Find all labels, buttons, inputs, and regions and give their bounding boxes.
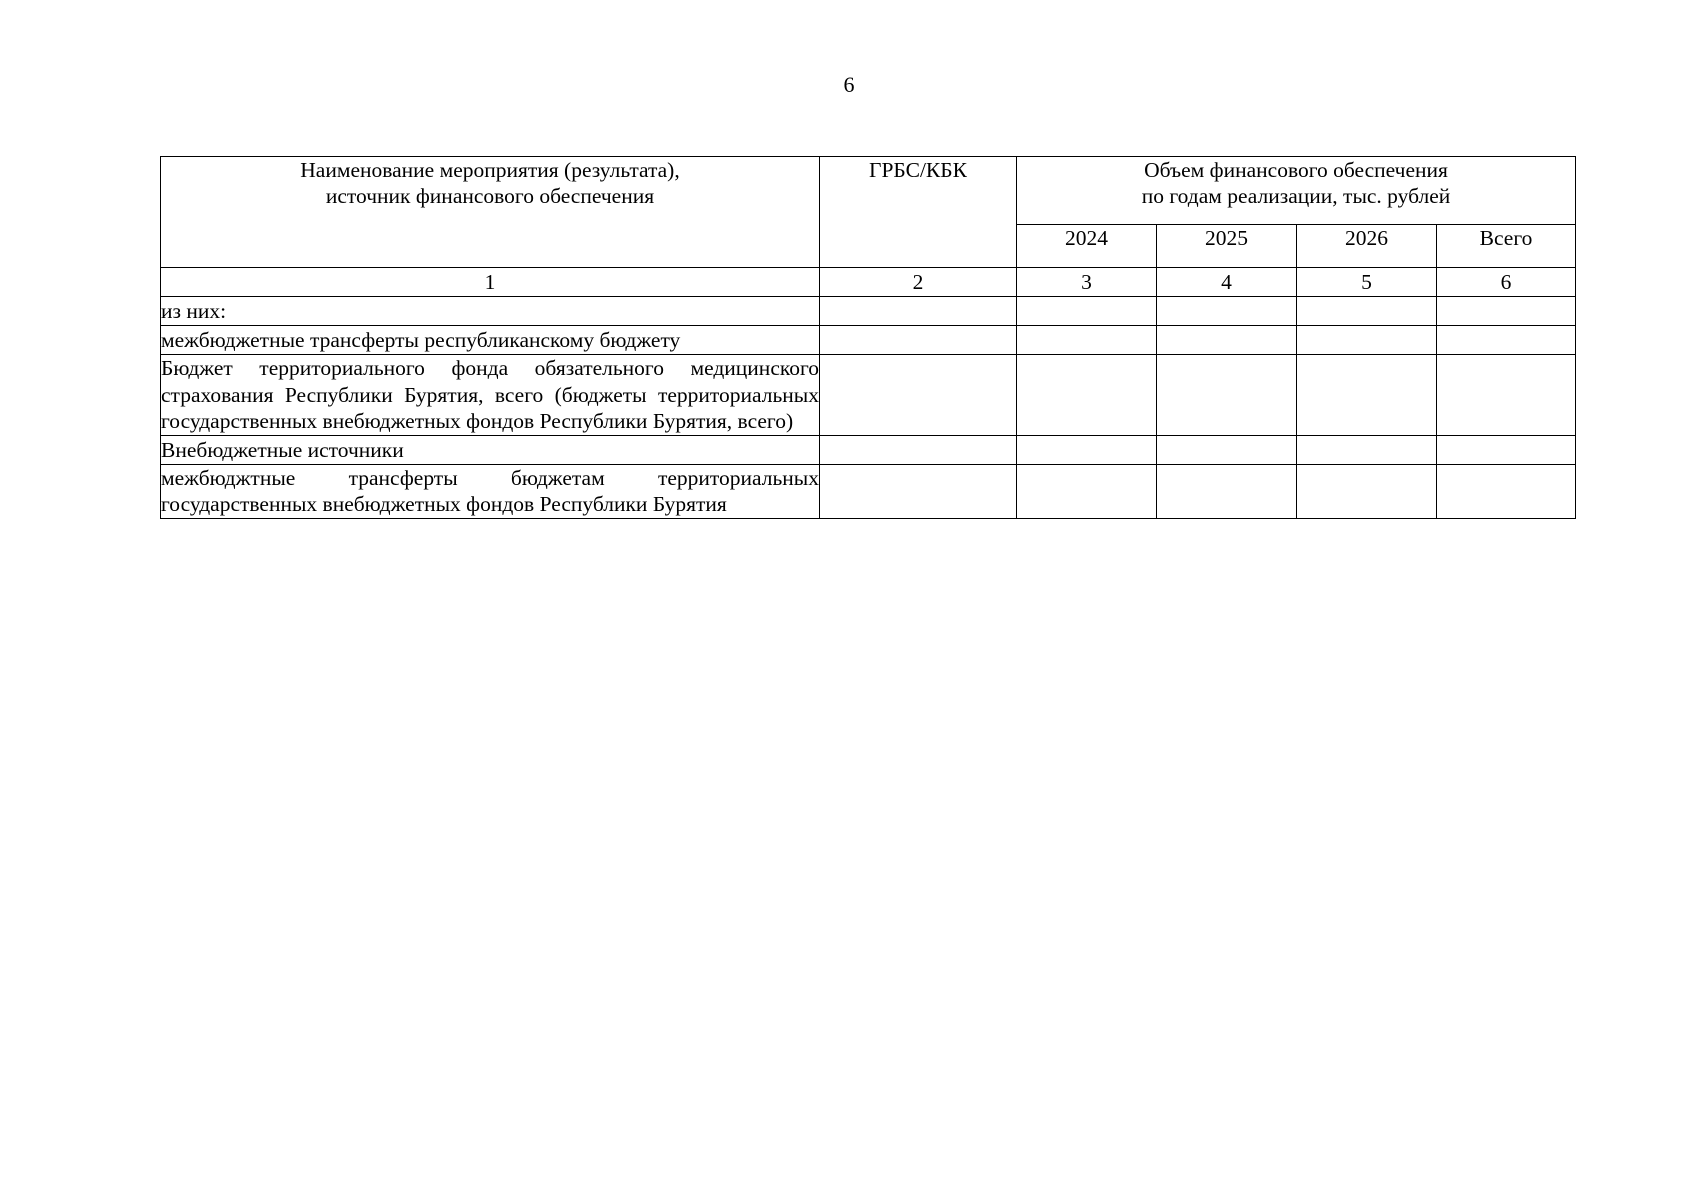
- column-number: 4: [1157, 268, 1297, 297]
- table-cell: [1157, 435, 1297, 464]
- table-row: [161, 355, 1576, 436]
- table-cell: [1017, 297, 1157, 326]
- header-year-2024: 2024: [1017, 225, 1157, 268]
- table-cell: [1437, 297, 1576, 326]
- table-cell: [820, 326, 1017, 355]
- table-cell: [1297, 435, 1437, 464]
- column-numbers-row: [161, 268, 1576, 297]
- table-cell: [1437, 435, 1576, 464]
- table-row: [161, 435, 1576, 464]
- header-grbs-kbk: ГРБС/КБК: [820, 157, 1017, 268]
- column-number: 5: [1297, 268, 1437, 297]
- header-activity-name-line2: источник финансового обеспечения: [325, 184, 655, 208]
- table-cell: [1297, 464, 1437, 518]
- row-label: Бюджет территориального фонда обязательного медицинского страхования Республики Бурятия, всего (бюджеты территориальных государственных внебюджетных фондов Республики Бурятия, всего): [161, 356, 819, 433]
- table-cell: [1017, 326, 1157, 355]
- column-number: 3: [1017, 268, 1157, 297]
- table-cell: [1157, 355, 1297, 436]
- table-cell: [820, 355, 1017, 436]
- column-number: 1: [161, 268, 820, 297]
- header-funding-volume-line2: по годам реализации, тыс. рублей: [1141, 184, 1451, 208]
- header-year-2025: 2025: [1157, 225, 1297, 268]
- column-number: 6: [1437, 268, 1576, 297]
- header-funding-volume: [1017, 157, 1576, 225]
- table-cell: [1297, 297, 1437, 326]
- table-cell: [820, 435, 1017, 464]
- row-label: межбюджетные трансферты республиканскому бюджету: [161, 326, 820, 355]
- page-number: 6: [843, 72, 855, 97]
- table-cell: [1017, 464, 1157, 518]
- table-cell: [1017, 435, 1157, 464]
- table-cell: [1157, 326, 1297, 355]
- table-row: [161, 464, 1576, 518]
- column-number: 2: [820, 268, 1017, 297]
- table-cell: [820, 464, 1017, 518]
- table-row: [161, 326, 1576, 355]
- table-cell: [1017, 355, 1157, 436]
- header-total: Всего: [1437, 225, 1576, 268]
- table-cell: [1437, 326, 1576, 355]
- table-cell: [1157, 297, 1297, 326]
- financing-table: [160, 156, 1576, 519]
- row-label: Внебюджетные источники: [161, 435, 820, 464]
- table-cell: [1297, 355, 1437, 436]
- table-cell: [820, 297, 1017, 326]
- row-label: из них:: [161, 297, 820, 326]
- table-cell: [1437, 355, 1576, 436]
- header-row-1: [161, 157, 1576, 225]
- header-activity-name: [161, 157, 820, 268]
- header-activity-name-line1: Наименование мероприятия (результата),: [300, 158, 680, 182]
- table-row: [161, 297, 1576, 326]
- header-funding-volume-line1: Объем финансового обеспечения: [1144, 158, 1448, 182]
- table-cell: [1297, 326, 1437, 355]
- row-label: межбюджтные трансферты бюджетам территориальных государственных внебюджетных фондов Республики Бурятия: [161, 465, 819, 516]
- table-cell: [1437, 464, 1576, 518]
- header-year-2026: 2026: [1297, 225, 1437, 268]
- table-cell: [1157, 464, 1297, 518]
